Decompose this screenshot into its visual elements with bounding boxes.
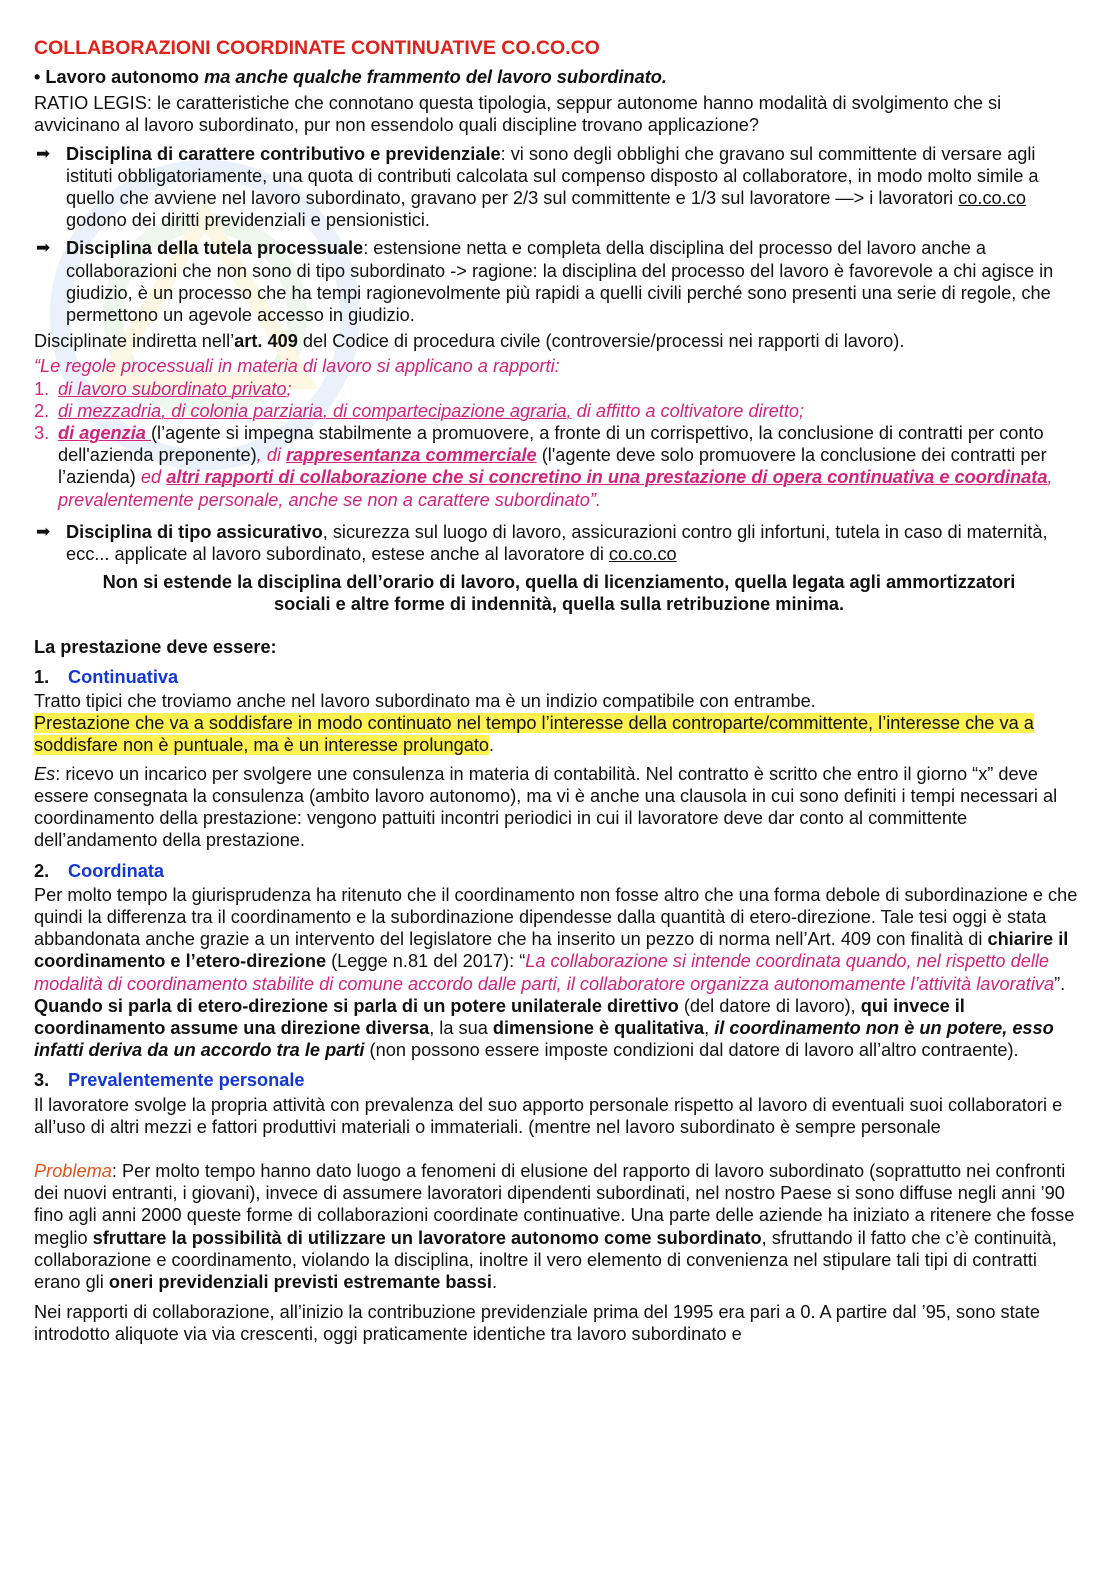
arrow-item-processuale [34, 237, 1084, 326]
coordinata-quote: La collaborazione si intende coordinata quando, nel rispetto delle modalità di coordinamento stabilite di comune accordo dalle parti, il collaboratore organizza autonomamente l’attività lavorativa [34, 951, 1055, 994]
list-item-text-end: , prevalentemente personale, anche se non a carattere subordinato”. [58, 467, 1053, 510]
arrow-item-text: , sicurezza sul luogo di lavoro, assicurazioni contro gli infortuni, tutela in caso di maternità, ecc... applicate al lavoro subordinato, estese anche al lavoratore di [66, 521, 1048, 565]
arrow-icon: ➡ [36, 521, 51, 541]
coordinata-text-1: Per molto tempo la giurisprudenza ha ritenuto che il coordinamento non fosse altro che una forma debole di subordinazione e che quindi la differenza tra il coordinamento e la subordinazione dipendesse dalla quantità di etero-direzione. Tale tesi oggi è stata abbandonata anche grazie a un intervento del legislatore che ha inserito un pezzo di norma nell’Art. 409 con finalità di [34, 884, 1078, 950]
coordinata-text-4: (del datore di lavoro), [678, 995, 861, 1016]
section-number: 1. [34, 666, 50, 687]
agenzia-explanation: (l’agente si impegna stabilmente a promuovere, a fronte di un corrispettivo, la conclusione di contratti per conto dell'azienda preponente) [58, 423, 1044, 466]
contribuzione-paragraph: Nei rapporti di collaborazione, all’inizio la contribuzione previdenziale prima del 1995 era pari a 0. A partire dal ’95, sono state introdotto aliquote via via crescenti, oggi praticamente identiche tra lavoro subordinato e [34, 1302, 1040, 1345]
coordinata-text-6: , [704, 1017, 715, 1038]
section-title: Continuativa [68, 666, 179, 687]
arrow-icon: ➡ [36, 238, 51, 258]
non-estende-note: Non si estende la disciplina dell’orario di lavoro, quella di licenziamento, quella legata agli ammortizzatori sociali e altre forme di indennità, quella sulla retribuzione minima. [102, 572, 1016, 615]
section-number: 3. [34, 1070, 50, 1091]
problema-bold-2: oneri previdenziali previsti estremante bassi [108, 1271, 492, 1292]
quote-list-item-2 [34, 400, 1084, 422]
coordinata-bold-4: dimensione è qualitativa [492, 1017, 705, 1038]
art-409-text-end: del Codice di procedura civile (controversie/processi nei rapporti di lavoro). [297, 331, 905, 352]
list-item-text: di lavoro subordinato privato [58, 378, 287, 399]
ratio-legis-paragraph: RATIO LEGIS: le caratteristiche che connotano questa tipologia, seppur autonome hanno modalità di svolgimento che si avvicinano al lavoro subordinato, pur non essendolo quali discipline trovano applicazione? [34, 93, 1002, 136]
continuativa-highlight [34, 712, 1084, 756]
example-label: Es [34, 763, 56, 784]
highlighted-text: Prestazione che va a soddisfare in modo continuato nel tempo l’interesse della controparte/committente, l’interesse che va a soddisfare non è puntuale, ma è un interesse prolungato [34, 713, 1034, 756]
problema-label: Problema [34, 1160, 112, 1181]
section-number: 2. [34, 860, 50, 881]
list-item-text-end: di affitto a coltivatore diretto; [571, 400, 805, 421]
prestazione-heading-text: La prestazione deve essere: [34, 636, 277, 657]
coordinata-text-2: (Legge n.81 del 2017): “ [326, 951, 526, 972]
coordinata-bold-2: Quando si parla di etero-direzione si parla di un potere unilaterale direttivo [34, 995, 679, 1016]
coordinata-bold-italic: il coordinamento non è un potere, esso infatti deriva da un accordo tra le parti [34, 1017, 1054, 1061]
agenzia-term: di agenzia [58, 423, 151, 444]
section-title: Prevalentemente personale [68, 1070, 305, 1091]
example-text: : ricevo un incarico per svolgere une consulenza in materia di contabilità. Nel contratto è scritto che entro il giorno “x” deve essere consegnata la consulenza (ambito lavoro autonomo), ma vi è anche una clausola in cui sono definiti i tempi necessari al coordinamento della prestazione: vengono pattuiti incontri periodici in cui il lavoratore deve dar conto al committente dell’andamento della prestazione. [34, 763, 1058, 851]
coordinata-bold-3: qui invece il coordinamento assume una direzione diversa [34, 995, 965, 1038]
art-409-paragraph [34, 330, 1084, 352]
intro-bullet: • Lavoro autonomo ma anche qualche frammento del lavoro subordinato. [34, 67, 667, 87]
rappresentanza-term: rappresentanza commerciale [285, 445, 537, 466]
section-continuativa-heading [34, 666, 1084, 688]
arrow-item-assicurativo [34, 521, 1084, 565]
arrow-item-contributivo [34, 143, 1084, 232]
prestazione-heading [34, 636, 1084, 658]
arrow-item-text-end: godono dei diritti previdenziali e pensionistici. [66, 210, 430, 231]
list-number: 2. [34, 400, 50, 421]
quote-list-item-3 [34, 422, 1084, 511]
cococo-underline: co.co.co [958, 188, 1026, 209]
art-409-text: Disciplinate indiretta nell’ [34, 331, 235, 352]
coordinata-text-3: ”. [1054, 973, 1066, 994]
arrow-item-heading: Disciplina di carattere contributivo e previdenziale [66, 143, 501, 164]
altri-rapporti-term: altri rapporti di collaborazione che si concretino in una prestazione di opera continuativa e coordinata [166, 467, 1048, 488]
continuativa-text: Tratto tipici che troviamo anche nel lavoro subordinato ma è un indizio compatibile con entrambe. [34, 691, 816, 712]
problema-text-2: , sfruttando il fatto che c’è continuità, collaborazione e coordinamento, violando la disciplina, inoltre il vero elemento di convenienza nel stipulare tali tipi di contratti erano gli [34, 1227, 1057, 1292]
art-409-bold: art. 409 [234, 331, 298, 352]
page-title: COLLABORAZIONI COORDINATE CONTINUATIVE CO.CO.CO [34, 37, 600, 59]
cococo-underline: co.co.co [608, 544, 677, 565]
arrow-item-text: : vi sono degli obblighi che gravano sul committente di versare agli istituti obbligatoriamente, una quota di contributi calcolata sul compenso disposto al collaboratore, in modo molto simile a quello che avviene nel lavoro subordinato, gravano per 2/3 sul committente e 1/3 sul lavoratore —> i lavoratori [66, 143, 1039, 209]
list-connector: , di [256, 445, 286, 466]
problema-text-3: . [491, 1271, 497, 1292]
quote-list-item-1: 1. di lavoro subordinato privato; [34, 378, 292, 399]
coordinata-text-7: (non possono essere imposte condizioni dal datore di lavoro all’altro contraente). [364, 1040, 1019, 1061]
quote-intro-text: “Le regole processuali in materia di lavoro si applicano a rapporti: [34, 356, 560, 377]
quote-intro [34, 355, 1084, 377]
intro-bullet-italic: ma anche qualche frammento del lavoro subordinato. [204, 67, 667, 87]
continuativa-example [34, 763, 1084, 852]
arrow-item-heading: Disciplina della tutela processuale [66, 238, 364, 259]
coordinata-text-5: , la sua [429, 1017, 493, 1038]
list-item-text: di mezzadria, di colonia parziaria, di compartecipazione agraria, [58, 400, 572, 421]
problema-bold-1: sfruttare la possibilità di utilizzare un lavoratore autonomo come subordinato [92, 1227, 762, 1248]
document-page [34, 36, 1084, 1346]
section-coordinata-heading [34, 860, 1084, 882]
intro-bullet-text: Lavoro autonomo [45, 67, 205, 87]
section-title: Coordinata [68, 860, 164, 881]
coordinata-text [34, 884, 1084, 1062]
section-personale-heading [34, 1069, 1084, 1091]
problema-text-1: : Per molto tempo hanno dato luogo a fenomeni di elusione del rapporto di lavoro subordinato (soprattutto nei confronti dei nuovi entranti, i giovani), invece di assumere lavoratori dipendenti subordinati, nel nostro Paese si sono diffuse negli anni ’90 fino agli anni 2000 queste forme di collaborazioni coordinate continuative. Una parte delle aziende ha iniziato a ritenere che fosse meglio [34, 1160, 1075, 1248]
list-number: 1. [34, 378, 50, 399]
list-connector: ed [135, 467, 167, 488]
highlight-end: . [489, 735, 495, 756]
arrow-item-heading: Disciplina di tipo assicurativo [66, 521, 323, 542]
rappresentanza-explanation: (l'agente deve solo promuovere la conclusione dei contratti per l’azienda) [58, 445, 1047, 488]
problema-paragraph [34, 1160, 1084, 1293]
coordinata-bold-1: chiarire il coordinamento e l’etero-direzione [34, 929, 1069, 972]
list-number: 3. [34, 423, 50, 444]
arrow-item-text: : estensione netta e completa della disciplina del processo del lavoro anche a collaborazioni che non sono di tipo subordinato -> ragione: la disciplina del processo del lavoro è favorevole a chi agisce in giudizio, è un processo che ha tempi ragionevolmente più rapidi a quelli civili perché sono presenti una serie di regole, che permettono un agevole accesso in giudizio. [66, 238, 1054, 326]
personale-text: Il lavoratore svolge la propria attività con prevalenza del suo apporto personale rispetto al lavoro di eventuali suoi collaboratori e all’uso di altri mezzi e fattori produttivi materiali o immateriali. (mentre nel lavoro subordinato è sempre personale [34, 1094, 1063, 1137]
arrow-icon: ➡ [36, 143, 51, 163]
